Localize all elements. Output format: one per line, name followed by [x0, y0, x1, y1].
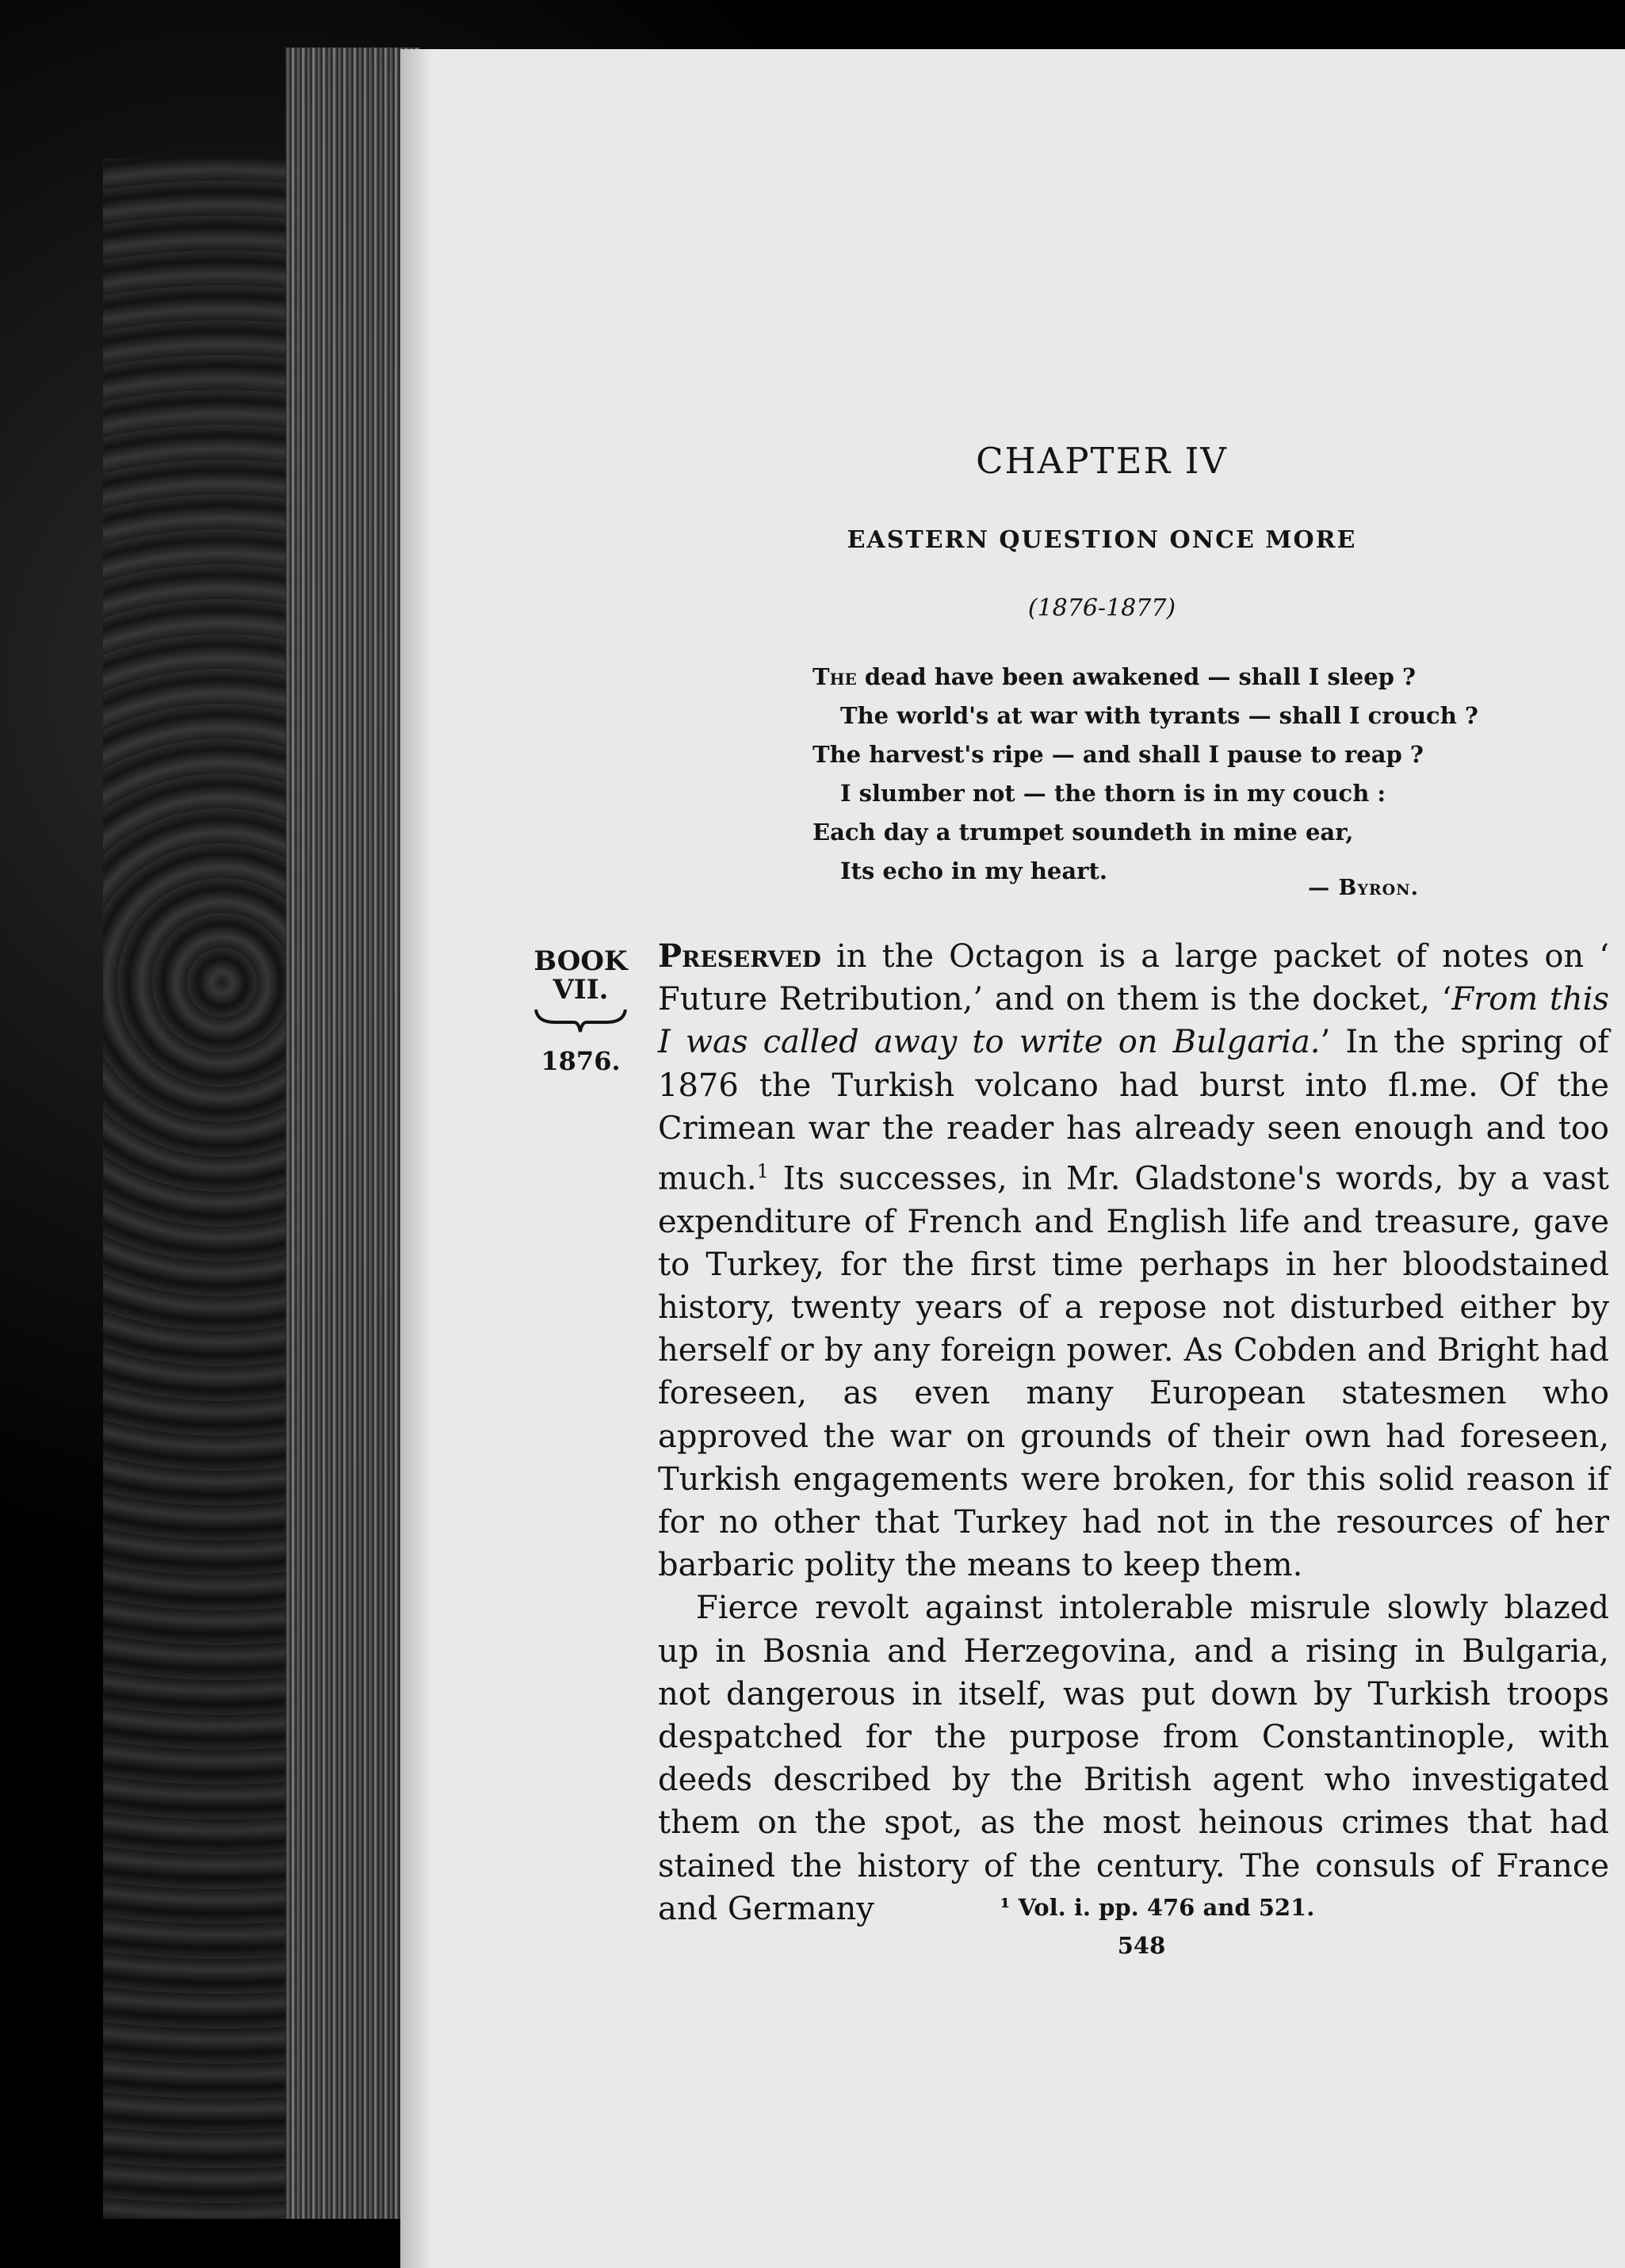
- paragraph-lead-word: Preserved: [658, 937, 821, 975]
- brace-icon: [531, 1005, 630, 1037]
- epigraph-line: Each day a trumpet soundeth in mine ear,: [812, 819, 1354, 846]
- marbled-book-edge: [103, 158, 301, 2219]
- italic-quote: From this I was called away to write on Bulgaria.: [658, 981, 1609, 1061]
- footnote-reference: 1: [756, 1160, 769, 1183]
- epigraph-line: I slumber not — the thorn is in my couch :: [840, 780, 1386, 807]
- epigraph-line: Its echo in my heart.: [840, 857, 1107, 884]
- epigraph-first-word: The: [812, 663, 857, 690]
- epigraph-attribution: — Byron.: [1308, 876, 1419, 900]
- chapter-heading: CHAPTER IV: [976, 440, 1228, 482]
- margin-note-year: 1876.: [541, 1046, 621, 1076]
- margin-note-book: [531, 947, 630, 1004]
- body-text: [658, 935, 1609, 1930]
- page-number: 548: [1117, 1932, 1166, 1959]
- epigraph: [812, 658, 1478, 891]
- margin-book-label: BOOK: [533, 945, 628, 977]
- epigraph-line: The dead have been awakened — shall I sleep ?: [812, 663, 1417, 690]
- chapter-title: EASTERN QUESTION ONCE MORE: [847, 526, 1357, 554]
- margin-volume-label: VII.: [552, 974, 609, 1006]
- epigraph-line: The harvest's ripe — and shall I pause to reap ?: [812, 741, 1424, 768]
- page-shadow: [400, 49, 432, 2268]
- footnote: ¹ Vol. i. pp. 476 and 521.: [1000, 1894, 1315, 1921]
- chapter-dates: (1876-1877): [1027, 594, 1176, 622]
- epigraph-line: The world's at war with tyrants — shall I crouch ?: [840, 702, 1478, 729]
- paragraph: Preserved in the Octagon is a large packet of notes on ‘ Future Retribution,’ and on them is the docket, ‘From this I was called away to write on Bulgaria.’ In the spring of 1876 the Turkish volcano had burst into fl.me. Of the Crimean war the reader has already seen enough and too much.$^1$ Its successes, in Mr. Gladstone's words, by a vast expenditure of French and English life and treasure, gave to Turkey, for the first time perhaps in her bloodstained history, twenty years of a repose not disturbed either by herself or by any foreign power. As Cobden and Bright had foreseen, as even many European statesmen who approved the war on grounds of their own had foreseen, Turkish engagements were broken, for this solid reason if for no other that Turkey had not in the resources of her barbaric polity the means to keep them.: [658, 937, 1609, 1584]
- paragraph: Fierce revolt against intolerable misrule slowly blazed up in Bosnia and Herzegovina, and a rising in Bulgaria, not dangerous in itself, was put down by Turkish troops despatched for the purpose from Constantinople, with deeds described by the British agent who investigated them on the spot, as the most heinous crimes that had stained the history of the century. The consuls of France and Germany: [658, 1590, 1609, 1927]
